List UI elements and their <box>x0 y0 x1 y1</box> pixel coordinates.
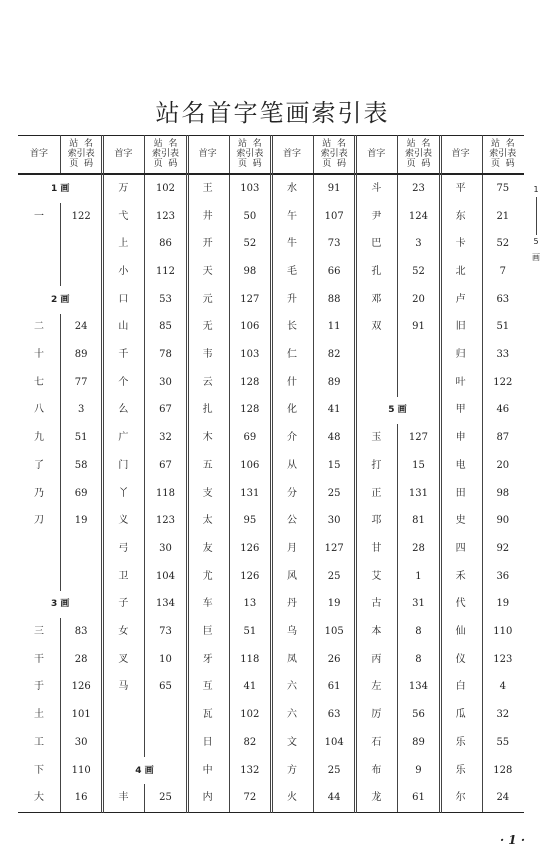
page-ref: 98 <box>243 265 257 277</box>
first-char: 方 <box>286 764 297 776</box>
first-char: 厉 <box>371 709 382 721</box>
page-ref: 134 <box>408 681 429 693</box>
header-page: 站 名 索引表 页 码 <box>151 139 179 169</box>
header-page: 站 名 索引表 页 码 <box>236 139 264 169</box>
first-char: 公 <box>286 515 297 527</box>
first-char: 韦 <box>202 349 213 361</box>
first-char: 邛 <box>371 515 382 527</box>
page-ref: 73 <box>327 238 341 250</box>
first-char: 支 <box>202 487 213 499</box>
header-char: 首字 <box>114 149 133 159</box>
page-ref: 106 <box>240 459 260 471</box>
page-ref: 25 <box>159 792 172 804</box>
page-ref: 104 <box>324 736 344 748</box>
page-ref: 30 <box>159 542 172 554</box>
first-char: 卡 <box>455 238 466 250</box>
page-ref: 53 <box>159 293 172 305</box>
first-char: 风 <box>286 570 297 582</box>
first-char: 甲 <box>455 404 466 416</box>
page-ref: 3 <box>77 404 85 416</box>
first-char: 井 <box>202 210 213 222</box>
first-char: 上 <box>118 238 129 250</box>
page-ref: 24 <box>74 321 88 333</box>
first-char: 牙 <box>202 653 213 665</box>
first-char: 日 <box>202 736 213 748</box>
page-ref: 107 <box>324 210 344 222</box>
page-ref: 75 <box>496 182 510 194</box>
page-ref: 82 <box>327 349 341 361</box>
first-char: 代 <box>455 598 466 610</box>
first-char: 牛 <box>286 238 297 250</box>
page-ref: 13 <box>243 598 257 610</box>
first-char: 旧 <box>455 321 466 333</box>
page-ref: 126 <box>240 570 260 582</box>
page-ref: 51 <box>496 321 510 333</box>
first-char: 于 <box>34 681 44 693</box>
header-divider <box>144 135 145 173</box>
first-char: 二 <box>34 321 44 333</box>
first-char: 女 <box>118 626 129 638</box>
page-ref: 25 <box>327 570 341 582</box>
page-ref: 25 <box>327 487 341 499</box>
page-ref: 19 <box>327 598 341 610</box>
page-ref: 28 <box>412 542 425 554</box>
page-ref: 41 <box>327 404 341 416</box>
page-ref: 123 <box>155 210 176 222</box>
page-ref: 102 <box>155 182 176 194</box>
page-ref: 123 <box>155 515 176 527</box>
first-char: 乐 <box>455 764 466 776</box>
header-char: 首字 <box>282 149 301 159</box>
page-ref: 122 <box>493 376 513 388</box>
first-char: 无 <box>202 321 213 333</box>
page-ref: 3 <box>415 238 422 250</box>
first-char: 石 <box>371 736 382 748</box>
page-ref: 51 <box>243 626 257 638</box>
first-char: 叉 <box>118 653 129 665</box>
page-ref: 89 <box>327 376 341 388</box>
page-ref: 11 <box>327 321 341 333</box>
page-ref: 15 <box>412 459 425 471</box>
page-ref: 58 <box>74 459 88 471</box>
page-ref: 89 <box>412 736 425 748</box>
first-char: 田 <box>455 487 466 499</box>
first-char: 毛 <box>286 265 297 277</box>
header-char: 首字 <box>451 149 470 159</box>
first-char: 丰 <box>118 792 129 804</box>
first-char: 打 <box>371 459 382 471</box>
header-divider <box>60 135 61 173</box>
page-ref: 50 <box>243 210 257 222</box>
page-ref: 15 <box>327 459 341 471</box>
page-ref: 92 <box>496 542 510 554</box>
first-char: 义 <box>118 515 129 527</box>
first-char: 马 <box>118 681 129 693</box>
header-divider <box>313 135 314 173</box>
first-char: 万 <box>118 182 129 194</box>
first-char: 么 <box>118 404 129 416</box>
page-ref: 8 <box>415 626 422 638</box>
first-char: 土 <box>34 709 44 721</box>
page-ref: 36 <box>496 570 510 582</box>
side-tab-bar <box>536 197 537 235</box>
page-ref: 106 <box>240 321 260 333</box>
page-ref: 77 <box>74 376 88 388</box>
first-char: 弋 <box>118 210 129 222</box>
page-ref: 24 <box>496 792 510 804</box>
page-ref: 123 <box>493 653 513 665</box>
page-ref: 86 <box>159 238 172 250</box>
first-char: 子 <box>118 598 129 610</box>
page-ref: 126 <box>240 542 260 554</box>
page-ref: 31 <box>412 598 425 610</box>
first-char: 友 <box>202 542 213 554</box>
first-char: 一 <box>34 210 44 222</box>
page-ref: 87 <box>496 432 510 444</box>
side-tab-top: 1 <box>533 185 539 194</box>
first-char: 平 <box>455 182 466 194</box>
page-ref: 78 <box>159 349 172 361</box>
first-char: 互 <box>202 681 213 693</box>
first-char: 太 <box>202 515 213 527</box>
page-ref: 69 <box>243 432 257 444</box>
first-char: 龙 <box>371 792 382 804</box>
page-ref: 30 <box>74 736 88 748</box>
first-char: 史 <box>455 515 466 527</box>
first-char: 千 <box>118 349 129 361</box>
page-ref: 101 <box>71 709 91 721</box>
first-char: 甘 <box>371 542 382 554</box>
header-page: 站 名 索引表 页 码 <box>320 139 348 169</box>
first-char: 下 <box>34 764 44 776</box>
page-ref: 10 <box>159 653 172 665</box>
page-ref: 91 <box>412 321 425 333</box>
page-ref: 91 <box>327 182 341 194</box>
page-title: 站名首字笔画索引表 <box>155 99 390 127</box>
first-char: 六 <box>286 709 297 721</box>
first-char: 九 <box>34 432 44 444</box>
side-tab-label: 画 <box>532 253 540 262</box>
page-ref: 33 <box>496 349 510 361</box>
stroke-heading: 2 画 <box>50 294 70 305</box>
first-char: 古 <box>371 598 382 610</box>
page-ref: 46 <box>496 404 510 416</box>
page-ref: 122 <box>71 210 91 222</box>
page-ref: 110 <box>71 764 91 776</box>
page-ref: 104 <box>155 570 176 582</box>
first-char: 申 <box>455 432 466 444</box>
first-char: 左 <box>371 681 382 693</box>
first-char: 八 <box>34 404 44 416</box>
first-char: 孔 <box>371 265 382 277</box>
first-char: 尹 <box>371 210 382 222</box>
page-ref: 20 <box>496 459 510 471</box>
first-char: 扎 <box>202 404 213 416</box>
page-ref: 61 <box>412 792 425 804</box>
first-char: 卫 <box>118 570 129 582</box>
stroke-heading: 5 画 <box>388 405 407 416</box>
header-char: 首字 <box>29 149 48 159</box>
page-ref: 89 <box>74 349 88 361</box>
first-char: 电 <box>455 459 466 471</box>
first-char: 归 <box>455 349 466 361</box>
index-table <box>18 135 524 813</box>
page-ref: 63 <box>327 709 341 721</box>
page-ref: 110 <box>493 626 513 638</box>
first-char: 七 <box>34 376 44 388</box>
first-char: 介 <box>286 432 297 444</box>
page-ref: 28 <box>74 653 88 665</box>
page-ref: 66 <box>327 265 341 277</box>
page-ref: 56 <box>412 709 425 721</box>
first-char: 巴 <box>371 238 382 250</box>
first-char: 本 <box>371 626 382 638</box>
page-ref: 124 <box>408 210 429 222</box>
page-ref: 8 <box>415 653 422 665</box>
page-ref: 1 <box>415 570 422 582</box>
first-char: 元 <box>202 293 213 305</box>
page-ref: 128 <box>240 376 260 388</box>
page-ref: 30 <box>327 515 341 527</box>
first-char: 文 <box>286 736 297 748</box>
first-char: 内 <box>202 792 213 804</box>
page-ref: 132 <box>240 764 260 776</box>
first-char: 玉 <box>371 432 382 444</box>
first-char: 长 <box>286 321 297 333</box>
header-divider <box>482 135 483 173</box>
first-char: 斗 <box>371 182 382 194</box>
first-char: 升 <box>286 293 297 305</box>
first-char: 了 <box>34 459 44 471</box>
page-ref: 85 <box>159 321 172 333</box>
first-char: 个 <box>118 376 129 388</box>
page-ref: 52 <box>412 265 425 277</box>
first-char: 从 <box>286 459 297 471</box>
first-char: 口 <box>118 293 129 305</box>
first-char: 木 <box>202 432 213 444</box>
header-char: 首字 <box>198 149 217 159</box>
page-ref: 55 <box>496 736 510 748</box>
page-ref: 32 <box>496 709 510 721</box>
stroke-heading: 1 画 <box>50 183 70 194</box>
page-ref: 103 <box>240 182 260 194</box>
stroke-heading: 3 画 <box>50 599 70 610</box>
page-ref: 61 <box>327 681 341 693</box>
page-ref: 21 <box>496 210 510 222</box>
first-char: 白 <box>455 681 466 693</box>
page-ref: 131 <box>240 487 260 499</box>
first-char: 大 <box>34 792 44 804</box>
page-ref: 103 <box>240 349 260 361</box>
page-ref: 127 <box>240 293 260 305</box>
first-char: 尤 <box>202 570 213 582</box>
page-ref: 63 <box>496 293 510 305</box>
first-char: 双 <box>371 321 382 333</box>
page-ref: 72 <box>243 792 257 804</box>
first-char: 丫 <box>118 487 129 499</box>
first-char: 乐 <box>455 736 466 748</box>
page-ref: 95 <box>243 515 257 527</box>
first-char: 艾 <box>371 570 382 582</box>
page-ref: 81 <box>412 515 425 527</box>
header-divider <box>229 135 230 173</box>
first-char: 瓜 <box>455 709 466 721</box>
page-ref: 128 <box>493 764 513 776</box>
first-char: 正 <box>371 487 382 499</box>
first-char: 六 <box>286 681 297 693</box>
first-char: 五 <box>202 459 213 471</box>
first-char: 东 <box>455 210 466 222</box>
first-char: 瓦 <box>202 709 213 721</box>
first-char: 火 <box>286 792 297 804</box>
page-number: · 1 · <box>499 833 525 847</box>
page-ref: 83 <box>74 626 88 638</box>
first-char: 邓 <box>371 293 382 305</box>
first-char: 山 <box>118 321 129 333</box>
first-char: 三 <box>34 626 44 638</box>
first-char: 乌 <box>286 626 297 638</box>
first-char: 北 <box>455 265 466 277</box>
page-ref: 65 <box>159 681 172 693</box>
page-ref: 52 <box>496 238 510 250</box>
page-ref: 69 <box>74 487 88 499</box>
column-divider <box>397 424 398 812</box>
first-char: 车 <box>202 598 213 610</box>
header-divider <box>397 135 398 173</box>
first-char: 卢 <box>455 293 466 305</box>
first-char: 干 <box>34 653 44 665</box>
first-char: 叶 <box>455 376 466 388</box>
first-char: 午 <box>286 210 297 222</box>
page-ref: 51 <box>74 432 88 444</box>
first-char: 广 <box>118 432 129 444</box>
first-char: 凤 <box>286 653 297 665</box>
page-ref: 105 <box>324 626 344 638</box>
page-ref: 7 <box>499 265 506 277</box>
page-ref: 67 <box>159 404 172 416</box>
page-ref: 118 <box>155 487 176 499</box>
page-ref: 90 <box>496 515 510 527</box>
first-char: 乃 <box>34 487 44 499</box>
first-char: 化 <box>286 404 297 416</box>
page-ref: 9 <box>415 764 422 776</box>
first-char: 仁 <box>286 349 297 361</box>
page-ref: 128 <box>240 404 260 416</box>
first-char: 门 <box>118 459 129 471</box>
first-char: 云 <box>202 376 213 388</box>
first-char: 王 <box>202 182 213 194</box>
page-ref: 112 <box>155 265 176 277</box>
page-ref: 19 <box>74 515 88 527</box>
first-char: 四 <box>455 542 466 554</box>
page-ref: 41 <box>243 681 257 693</box>
first-char: 什 <box>286 376 297 388</box>
first-char: 尔 <box>455 792 466 804</box>
page-ref: 20 <box>412 293 425 305</box>
header-page: 站 名 索引表 页 码 <box>404 139 432 169</box>
page-ref: 30 <box>159 376 172 388</box>
first-char: 开 <box>202 238 213 250</box>
page-ref: 52 <box>243 238 257 250</box>
first-char: 禾 <box>455 570 466 582</box>
page-ref: 127 <box>408 432 429 444</box>
page-ref: 32 <box>159 432 172 444</box>
page-ref: 88 <box>327 293 341 305</box>
first-char: 水 <box>286 182 297 194</box>
first-char: 仪 <box>455 653 466 665</box>
first-char: 天 <box>202 265 213 277</box>
page-ref: 67 <box>159 459 172 471</box>
first-char: 弓 <box>118 542 129 554</box>
page-ref: 4 <box>499 681 506 693</box>
page-ref: 126 <box>71 681 91 693</box>
first-char: 仙 <box>455 626 466 638</box>
side-tab-bottom: 5 <box>533 237 539 246</box>
page-ref: 19 <box>496 598 510 610</box>
first-char: 刀 <box>34 515 44 527</box>
stroke-heading: 4 画 <box>135 765 154 776</box>
page-ref: 127 <box>324 542 344 554</box>
page-ref: 98 <box>496 487 510 499</box>
first-char: 月 <box>286 542 297 554</box>
header-char: 首字 <box>367 149 386 159</box>
first-char: 中 <box>202 764 213 776</box>
header-page: 站 名 索引表 页 码 <box>489 139 517 169</box>
first-char: 分 <box>286 487 297 499</box>
page-ref: 82 <box>243 736 257 748</box>
first-char: 十 <box>34 349 44 361</box>
first-char: 工 <box>34 736 44 748</box>
page-ref: 23 <box>412 182 425 194</box>
page-ref: 134 <box>155 598 176 610</box>
first-char: 巨 <box>202 626 213 638</box>
side-tab <box>529 185 543 263</box>
page-ref: 131 <box>408 487 429 499</box>
header-page: 站 名 索引表 页 码 <box>67 139 95 169</box>
first-char: 小 <box>118 265 129 277</box>
page-ref: 44 <box>327 792 341 804</box>
page-ref: 73 <box>159 626 172 638</box>
page-ref: 48 <box>327 432 341 444</box>
page-ref: 118 <box>240 653 260 665</box>
page-ref: 25 <box>327 764 341 776</box>
page-ref: 102 <box>240 709 260 721</box>
page-ref: 16 <box>74 792 88 804</box>
first-char: 丙 <box>371 653 382 665</box>
first-char: 丹 <box>286 598 297 610</box>
first-char: 布 <box>371 764 382 776</box>
page-ref: 26 <box>327 653 341 665</box>
